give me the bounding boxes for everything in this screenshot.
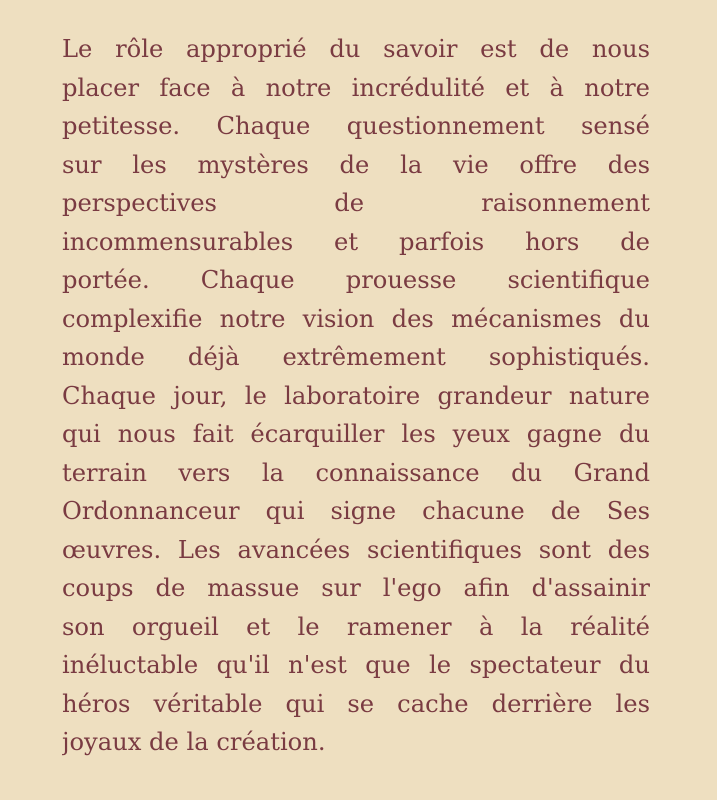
paragraph-line-6: incommensurables et parfois hors de	[62, 227, 650, 256]
paragraph-line-9: monde déjà extrêmement sophistiqués.	[62, 343, 650, 371]
paragraph-line-14: œuvres. Les avancées scientifiques sont des	[62, 535, 650, 564]
paragraph-line-8: complexifie notre vision des mécanismes du	[62, 304, 650, 333]
paragraph-line-4: sur les mystères de la vie offre des	[62, 150, 650, 179]
paragraph-line-7: portée. Chaque prouesse scientifique	[62, 266, 650, 294]
paragraph-line-3: petitesse. Chaque questionnement sensé	[62, 112, 650, 140]
paragraph-line-2: placer face à notre incrédulité et à notre	[62, 73, 650, 102]
paragraph-line-10: Chaque jour, le laboratoire grandeur nature	[62, 381, 650, 410]
paragraph-line-13: Ordonnanceur qui signe chacune de Ses	[62, 497, 650, 525]
paragraph-line-17: inéluctable qu'il n'est que le spectateur du	[62, 651, 650, 679]
paragraph-line-16: son orgueil et le ramener à la réalité	[62, 612, 650, 641]
paragraph-line-19: joyaux de la création.	[62, 728, 326, 756]
paragraph-line-12: terrain vers la connaissance du Grand	[62, 458, 650, 487]
paragraph-line-11: qui nous fait écarquiller les yeux gagne du	[62, 420, 650, 448]
paragraph-line-15: coups de massue sur l'ego afin d'assainir	[62, 574, 650, 602]
body-paragraph	[62, 30, 650, 762]
paragraph-line-5: perspectives de raisonnement	[62, 189, 650, 217]
paragraph-line-18: héros véritable qui se cache derrière les	[62, 689, 650, 718]
paragraph-line-1: Le rôle approprié du savoir est de nous	[62, 35, 650, 63]
